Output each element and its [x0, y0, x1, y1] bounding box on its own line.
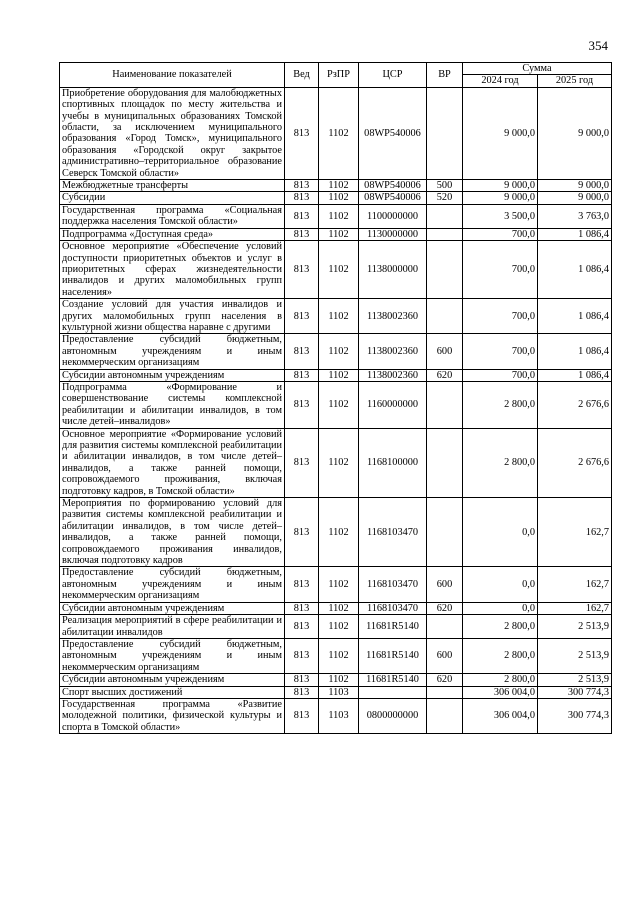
cell-sum-2024: 2 800,0 — [463, 381, 538, 428]
table-row — [60, 428, 612, 497]
header-name: Наименование показателей — [60, 63, 285, 88]
cell-name: Спорт высших достижений — [60, 686, 285, 698]
cell-sum-2025: 9 000,0 — [538, 180, 612, 192]
cell-name: Субсидии автономным учреждениям — [60, 674, 285, 686]
cell-rzpr: 1102 — [319, 204, 359, 228]
cell-sum-2024: 0,0 — [463, 602, 538, 614]
cell-sum-2025: 1 086,4 — [538, 334, 612, 369]
cell-csr — [359, 686, 427, 698]
table-row — [60, 674, 612, 686]
table-row — [60, 299, 612, 334]
cell-vr: 500 — [427, 180, 463, 192]
cell-csr: 1138002360 — [359, 369, 427, 381]
cell-name: Субсидии автономным учреждениям — [60, 602, 285, 614]
table-header — [60, 63, 612, 88]
cell-csr: 1100000000 — [359, 204, 427, 228]
cell-vr — [427, 381, 463, 428]
cell-rzpr: 1102 — [319, 381, 359, 428]
cell-csr: 1130000000 — [359, 228, 427, 240]
cell-csr: 1160000000 — [359, 381, 427, 428]
header-2024: 2024 год — [463, 75, 538, 87]
cell-sum-2024: 700,0 — [463, 228, 538, 240]
cell-vr — [427, 87, 463, 179]
cell-rzpr: 1102 — [319, 87, 359, 179]
cell-sum-2025: 3 763,0 — [538, 204, 612, 228]
table-row — [60, 615, 612, 639]
table-row — [60, 567, 612, 602]
cell-csr: 11681R5140 — [359, 615, 427, 639]
cell-name: Межбюджетные трансферты — [60, 180, 285, 192]
cell-sum-2024: 0,0 — [463, 498, 538, 567]
cell-name: Приобретение оборудования для малобюджетных спортивных площадок по месту жительства и учебы в муниципальных образованиях Томской области, за исключением муниципального образования «Город Томск», муниципального образования «Городской округ закрытое административно–территориальное образование Северск Томской области» — [60, 87, 285, 179]
cell-sum-2024: 700,0 — [463, 369, 538, 381]
cell-ved: 813 — [285, 638, 319, 673]
cell-ved: 813 — [285, 241, 319, 299]
cell-sum-2024: 0,0 — [463, 567, 538, 602]
header-sum: Сумма — [463, 63, 612, 75]
cell-vr — [427, 299, 463, 334]
cell-rzpr: 1102 — [319, 180, 359, 192]
cell-sum-2024: 306 004,0 — [463, 686, 538, 698]
cell-ved: 813 — [285, 567, 319, 602]
cell-rzpr: 1102 — [319, 369, 359, 381]
cell-vr — [427, 204, 463, 228]
table-row — [60, 381, 612, 428]
cell-name: Мероприятия по формированию условий для развития системы комплексной реабилитации и абилитации инвалидов, в том числе детей–инвалидов, а также ранней помощи, сопровождаемого проживания инвалидов, включая подготовку кадров — [60, 498, 285, 567]
cell-ved: 813 — [285, 228, 319, 240]
cell-sum-2024: 9 000,0 — [463, 192, 538, 204]
cell-csr: 11681R5140 — [359, 674, 427, 686]
cell-rzpr: 1102 — [319, 615, 359, 639]
cell-ved: 813 — [285, 180, 319, 192]
cell-name: Государственная программа «Социальная поддержка населения Томской области» — [60, 204, 285, 228]
cell-ved: 813 — [285, 204, 319, 228]
cell-ved: 813 — [285, 299, 319, 334]
cell-vr — [427, 241, 463, 299]
table-row — [60, 241, 612, 299]
cell-name: Подпрограмма «Доступная среда» — [60, 228, 285, 240]
cell-vr — [427, 498, 463, 567]
cell-rzpr: 1102 — [319, 334, 359, 369]
cell-ved: 813 — [285, 369, 319, 381]
cell-vr: 620 — [427, 602, 463, 614]
cell-csr: 08WP540006 — [359, 87, 427, 179]
cell-ved: 813 — [285, 87, 319, 179]
cell-vr: 600 — [427, 638, 463, 673]
cell-csr: 11681R5140 — [359, 638, 427, 673]
table-row — [60, 192, 612, 204]
cell-vr: 620 — [427, 369, 463, 381]
cell-csr: 1168103470 — [359, 602, 427, 614]
cell-rzpr: 1102 — [319, 638, 359, 673]
budget-table — [59, 62, 612, 734]
cell-vr: 600 — [427, 567, 463, 602]
cell-ved: 813 — [285, 686, 319, 698]
cell-csr: 1138000000 — [359, 241, 427, 299]
cell-vr — [427, 228, 463, 240]
cell-sum-2025: 162,7 — [538, 602, 612, 614]
cell-csr: 1138002360 — [359, 299, 427, 334]
table-row — [60, 602, 612, 614]
cell-rzpr: 1102 — [319, 602, 359, 614]
cell-vr — [427, 698, 463, 733]
cell-sum-2024: 306 004,0 — [463, 698, 538, 733]
cell-sum-2024: 3 500,0 — [463, 204, 538, 228]
cell-name: Подпрограмма «Формирование и совершенствование системы комплексной реабилитации и абилитации инвалидов, в том числе детей–инвалидов» — [60, 381, 285, 428]
cell-sum-2025: 2 513,9 — [538, 674, 612, 686]
cell-vr — [427, 428, 463, 497]
cell-sum-2025: 2 513,9 — [538, 638, 612, 673]
cell-rzpr: 1102 — [319, 192, 359, 204]
cell-rzpr: 1102 — [319, 674, 359, 686]
table-row — [60, 498, 612, 567]
cell-csr: 1168100000 — [359, 428, 427, 497]
cell-ved: 813 — [285, 381, 319, 428]
cell-rzpr: 1102 — [319, 241, 359, 299]
header-ved: Вед — [285, 63, 319, 88]
cell-sum-2025: 2 513,9 — [538, 615, 612, 639]
table-body — [60, 87, 612, 733]
cell-sum-2024: 2 800,0 — [463, 638, 538, 673]
cell-sum-2024: 2 800,0 — [463, 674, 538, 686]
cell-vr — [427, 615, 463, 639]
cell-sum-2025: 1 086,4 — [538, 241, 612, 299]
cell-sum-2025: 1 086,4 — [538, 299, 612, 334]
cell-rzpr: 1102 — [319, 299, 359, 334]
table-row — [60, 686, 612, 698]
table-row — [60, 204, 612, 228]
cell-name: Субсидии — [60, 192, 285, 204]
cell-sum-2025: 9 000,0 — [538, 192, 612, 204]
cell-name: Реализация мероприятий в сфере реабилитации и абилитации инвалидов — [60, 615, 285, 639]
cell-csr: 1168103470 — [359, 567, 427, 602]
cell-sum-2025: 162,7 — [538, 498, 612, 567]
cell-name: Создание условий для участия инвалидов и других маломобильных групп населения в культурной жизни общества наравне с другими — [60, 299, 285, 334]
cell-sum-2024: 700,0 — [463, 241, 538, 299]
table-row — [60, 334, 612, 369]
cell-sum-2025: 2 676,6 — [538, 428, 612, 497]
cell-vr: 520 — [427, 192, 463, 204]
cell-sum-2025: 1 086,4 — [538, 228, 612, 240]
table-row — [60, 87, 612, 179]
table-row — [60, 698, 612, 733]
cell-name: Основное мероприятие «Обеспечение условий доступности приоритетных объектов и услуг в приоритетных сферах жизнедеятельности инвалидов и других маломобильных групп населения» — [60, 241, 285, 299]
cell-rzpr: 1102 — [319, 228, 359, 240]
cell-name: Субсидии автономным учреждениям — [60, 369, 285, 381]
table-row — [60, 369, 612, 381]
cell-rzpr: 1103 — [319, 686, 359, 698]
cell-sum-2024: 2 800,0 — [463, 615, 538, 639]
cell-ved: 813 — [285, 674, 319, 686]
cell-sum-2025: 300 774,3 — [538, 686, 612, 698]
cell-csr: 1138002360 — [359, 334, 427, 369]
cell-sum-2024: 700,0 — [463, 334, 538, 369]
cell-sum-2024: 9 000,0 — [463, 180, 538, 192]
table-row — [60, 228, 612, 240]
page-number: 354 — [588, 38, 608, 53]
cell-rzpr: 1102 — [319, 428, 359, 497]
cell-ved: 813 — [285, 615, 319, 639]
cell-sum-2025: 1 086,4 — [538, 369, 612, 381]
cell-rzpr: 1103 — [319, 698, 359, 733]
cell-ved: 813 — [285, 428, 319, 497]
table-row — [60, 638, 612, 673]
cell-sum-2025: 9 000,0 — [538, 87, 612, 179]
cell-ved: 813 — [285, 498, 319, 567]
cell-ved: 813 — [285, 698, 319, 733]
cell-name: Основное мероприятие «Формирование условий для развития системы комплексной реабилитации и абилитации инвалидов, в том числе детей–инвалидов, а также ранней помощи, сопровождаемого проживания, включая подготовку кадров, в Томской области» — [60, 428, 285, 497]
cell-csr: 0800000000 — [359, 698, 427, 733]
cell-vr: 620 — [427, 674, 463, 686]
cell-rzpr: 1102 — [319, 567, 359, 602]
cell-name: Государственная программа «Развитие молодежной политики, физической культуры и спорта в Томской области» — [60, 698, 285, 733]
cell-sum-2025: 2 676,6 — [538, 381, 612, 428]
cell-sum-2024: 700,0 — [463, 299, 538, 334]
cell-ved: 813 — [285, 602, 319, 614]
cell-sum-2024: 2 800,0 — [463, 428, 538, 497]
header-2025: 2025 год — [538, 75, 612, 87]
cell-rzpr: 1102 — [319, 498, 359, 567]
cell-sum-2024: 9 000,0 — [463, 87, 538, 179]
cell-csr: 08WP540006 — [359, 192, 427, 204]
cell-sum-2025: 162,7 — [538, 567, 612, 602]
cell-name: Предоставление субсидий бюджетным, автономным учреждениям и иным некоммерческим организациям — [60, 334, 285, 369]
header-csr: ЦСР — [359, 63, 427, 88]
cell-ved: 813 — [285, 192, 319, 204]
cell-vr: 600 — [427, 334, 463, 369]
cell-ved: 813 — [285, 334, 319, 369]
header-vr: ВР — [427, 63, 463, 88]
cell-vr — [427, 686, 463, 698]
cell-name: Предоставление субсидий бюджетным, автономным учреждениям и иным некоммерческим организациям — [60, 567, 285, 602]
cell-sum-2025: 300 774,3 — [538, 698, 612, 733]
cell-name: Предоставление субсидий бюджетным, автономным учреждениям и иным некоммерческим организациям — [60, 638, 285, 673]
header-rzpr: РзПР — [319, 63, 359, 88]
cell-csr: 08WP540006 — [359, 180, 427, 192]
table-row — [60, 180, 612, 192]
cell-csr: 1168103470 — [359, 498, 427, 567]
